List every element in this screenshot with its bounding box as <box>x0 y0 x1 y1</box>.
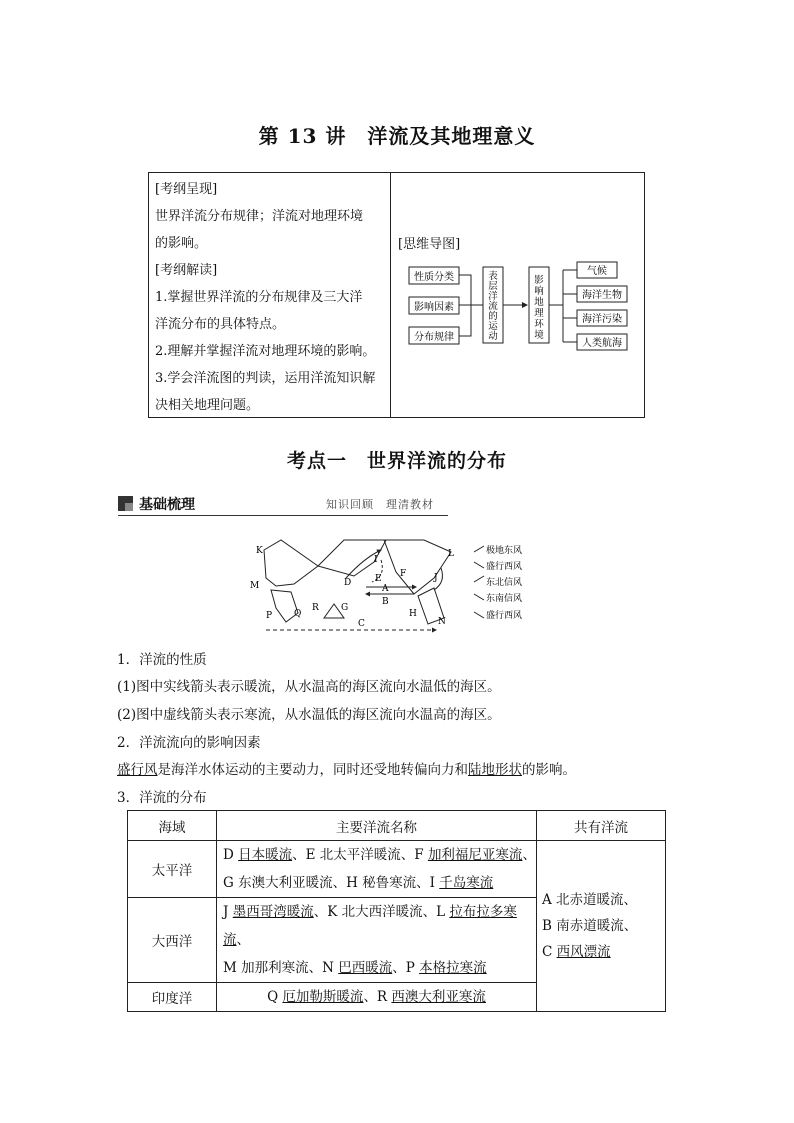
ocean-name: 印度洋 <box>128 983 217 1012</box>
cell-text: Q <box>267 989 283 1005</box>
legend-label: 盛行西风 <box>486 562 523 572</box>
paragraph <box>117 758 576 778</box>
syllabus-text: 世界洋流分布规律；洋流对地理环境 <box>155 209 364 224</box>
mindmap-vertical-char: 动 <box>488 331 498 342</box>
current-label: A <box>382 584 389 594</box>
continent-outline <box>264 540 318 586</box>
mindmap-diagram <box>391 173 645 417</box>
current-label: Q <box>294 609 302 619</box>
wind-arrow <box>474 546 484 552</box>
current-label: M <box>250 581 260 591</box>
mindmap-right-text: 人类航海 <box>582 338 622 349</box>
answer-term: 西澳大利亚寒流 <box>391 989 486 1005</box>
interpretation-text: 1.掌握世界洋流的分布规律及三大洋 <box>155 290 363 305</box>
wind-arrow <box>474 612 484 618</box>
section-banner <box>118 494 678 518</box>
section-title: 考点一 世界洋流的分布 <box>286 450 507 472</box>
mindmap-vertical-char: 的 <box>488 311 498 322</box>
current-label: C <box>358 619 365 629</box>
answer-term: 本格拉寒流 <box>419 960 487 976</box>
mindmap-vertical-char: 表 <box>488 271 498 282</box>
mindmap-mid-text <box>488 270 498 342</box>
wind-arrow <box>474 562 484 568</box>
square-icon <box>118 496 133 511</box>
table-row <box>128 841 666 898</box>
mindmap-label: [思维导图] <box>398 237 461 252</box>
continent-outline <box>384 540 451 594</box>
mindmap-vertical-char: 响 <box>534 286 544 297</box>
answer-term: 盛行风 <box>117 762 158 778</box>
paragraph-text: 的影响。 <box>522 762 576 778</box>
ocean-name: 大西洋 <box>128 898 217 983</box>
cell-text: 、R <box>363 989 392 1005</box>
page-title: 第 13 讲 洋流及其地理意义 <box>258 124 536 148</box>
cell-text: C <box>542 944 557 960</box>
mindmap-left-box <box>409 297 459 314</box>
answer-term: 日本暖流 <box>238 847 293 863</box>
column-header: 海域 <box>128 811 217 841</box>
wind-arrow <box>474 594 484 600</box>
shared-currents-cell <box>537 841 666 1012</box>
column-header: 主要洋流名称 <box>217 811 537 841</box>
mindmap-right-box <box>577 262 617 278</box>
mindmap-left-text: 性质分类 <box>414 272 454 283</box>
mindmap-vertical-char: 理 <box>534 308 544 319</box>
cell-text: G 东澳大利亚暖流、H 秘鲁寒流、I <box>223 875 440 891</box>
paragraph-text: 是海洋水体运动的主要动力，同时还受地转偏向力和 <box>157 762 468 778</box>
ocean-name: 太平洋 <box>128 841 217 898</box>
legend-label: 极地东风 <box>486 546 523 556</box>
cell-text: B 南赤道暖流、 <box>542 918 638 934</box>
subheading: 2．洋流流向的影响因素 <box>117 735 261 751</box>
subheading: 3．洋流的分布 <box>117 790 207 806</box>
cell-text: 、P <box>392 960 420 976</box>
mindmap-vertical-char: 境 <box>534 330 544 341</box>
current-label: N <box>438 617 446 627</box>
mindmap-right-text: 气候 <box>587 266 607 277</box>
banner-subtitle: 知识回顾 理清教材 <box>326 498 434 511</box>
mindmap-vertical-char: 洋 <box>488 291 498 302</box>
paragraph: (2)图中虚线箭头表示寒流，从水温低的海区流向水温高的海区。 <box>117 707 501 723</box>
answer-term: 拉布拉多寒流 <box>223 904 517 948</box>
cell-text: J <box>223 904 233 920</box>
mindmap-left-box <box>409 267 459 284</box>
cell-text: 、 <box>236 932 250 948</box>
mindmap-vertical-char: 流 <box>488 301 498 312</box>
mindmap-left-text: 分布规律 <box>414 332 454 343</box>
syllabus-table <box>148 172 645 418</box>
interpretation-text: 3.学会洋流图的判读，运用洋流知识解 <box>155 371 376 386</box>
connector-line <box>549 270 577 342</box>
syllabus-heading: [考纲呈现] <box>155 182 218 197</box>
legend-label: 盛行西风 <box>486 611 523 621</box>
current-label: E <box>375 574 382 584</box>
syllabus-text: 的影响。 <box>155 236 208 251</box>
current-label: I <box>374 555 378 565</box>
cell-text: A 北赤道暖流、 <box>542 892 638 908</box>
banner-title: 基础梳理 <box>139 497 195 513</box>
mindmap-cell <box>391 173 644 417</box>
current-label: G <box>341 603 349 613</box>
currents-cell <box>217 898 537 983</box>
interpretation-heading: [考纲解读] <box>155 263 218 278</box>
paragraph: (1)图中实线箭头表示暖流，从水温高的海区流向水温低的海区。 <box>117 679 501 695</box>
mindmap-left-text: 影响因素 <box>414 302 454 313</box>
current-label: B <box>382 597 389 607</box>
syllabus-cell <box>149 173 391 417</box>
mindmap-mid-text <box>534 274 544 341</box>
mindmap-left-box <box>409 327 459 344</box>
mindmap-right-box <box>577 334 627 350</box>
current-label: K <box>256 546 263 556</box>
wind-legend <box>474 544 522 621</box>
mindmap-vertical-char: 环 <box>534 319 544 330</box>
answer-term: 加利福尼亚寒流 <box>427 847 523 863</box>
column-header: 共有洋流 <box>537 811 666 841</box>
current-label: D <box>344 578 352 588</box>
answer-term: 陆地形状 <box>468 762 522 778</box>
answer-term: 巴西暖流 <box>338 960 393 976</box>
answer-term: 墨西哥湾暖流 <box>232 904 314 920</box>
current-label: J <box>434 573 438 583</box>
answer-term: 厄加勒斯暖流 <box>282 989 364 1005</box>
connector-line <box>459 275 483 336</box>
cell-text: M 加那利寒流、N <box>223 960 339 976</box>
interpretation-text: 决相关地理问题。 <box>155 398 260 413</box>
cell-text: 、 <box>522 847 536 863</box>
answer-term: 西风漂流 <box>556 944 611 960</box>
current-label: F <box>400 569 407 579</box>
legend-label: 东北信风 <box>486 578 523 588</box>
interpretation-text: 2.理解并掌握洋流对地理环境的影响。 <box>155 344 376 359</box>
mindmap-right-text: 海洋生物 <box>582 290 622 301</box>
currents-cell <box>217 841 537 898</box>
cell-text: 、K 北大西洋暖流、L <box>313 904 450 920</box>
table-header-row <box>128 811 666 841</box>
subheading: 1．洋流的性质 <box>117 652 207 668</box>
current-label: P <box>266 611 273 621</box>
interpretation-text: 洋流分布的具体特点。 <box>155 317 286 332</box>
current-label: R <box>312 603 319 613</box>
mindmap-vertical-char: 地 <box>534 297 544 308</box>
currents-cell <box>217 983 537 1012</box>
cell-text: 、E 北太平洋暖流、F <box>292 847 428 863</box>
divider <box>118 515 448 516</box>
mindmap-right-text: 海洋污染 <box>582 314 622 325</box>
current-label: L <box>448 549 454 559</box>
answer-term: 千岛寒流 <box>439 875 494 891</box>
wind-arrow <box>474 576 484 582</box>
mindmap-vertical-char: 影 <box>534 275 544 286</box>
ocean-current-map <box>246 538 546 638</box>
mindmap-vertical-char: 层 <box>488 281 498 292</box>
mindmap-right-box <box>577 286 627 302</box>
current-label: H <box>409 609 417 619</box>
mindmap-right-box <box>577 310 627 326</box>
cell-text: D <box>223 847 239 863</box>
current-distribution-table <box>127 810 666 1012</box>
legend-label: 东南信风 <box>486 594 523 604</box>
mindmap-vertical-char: 运 <box>488 321 498 332</box>
